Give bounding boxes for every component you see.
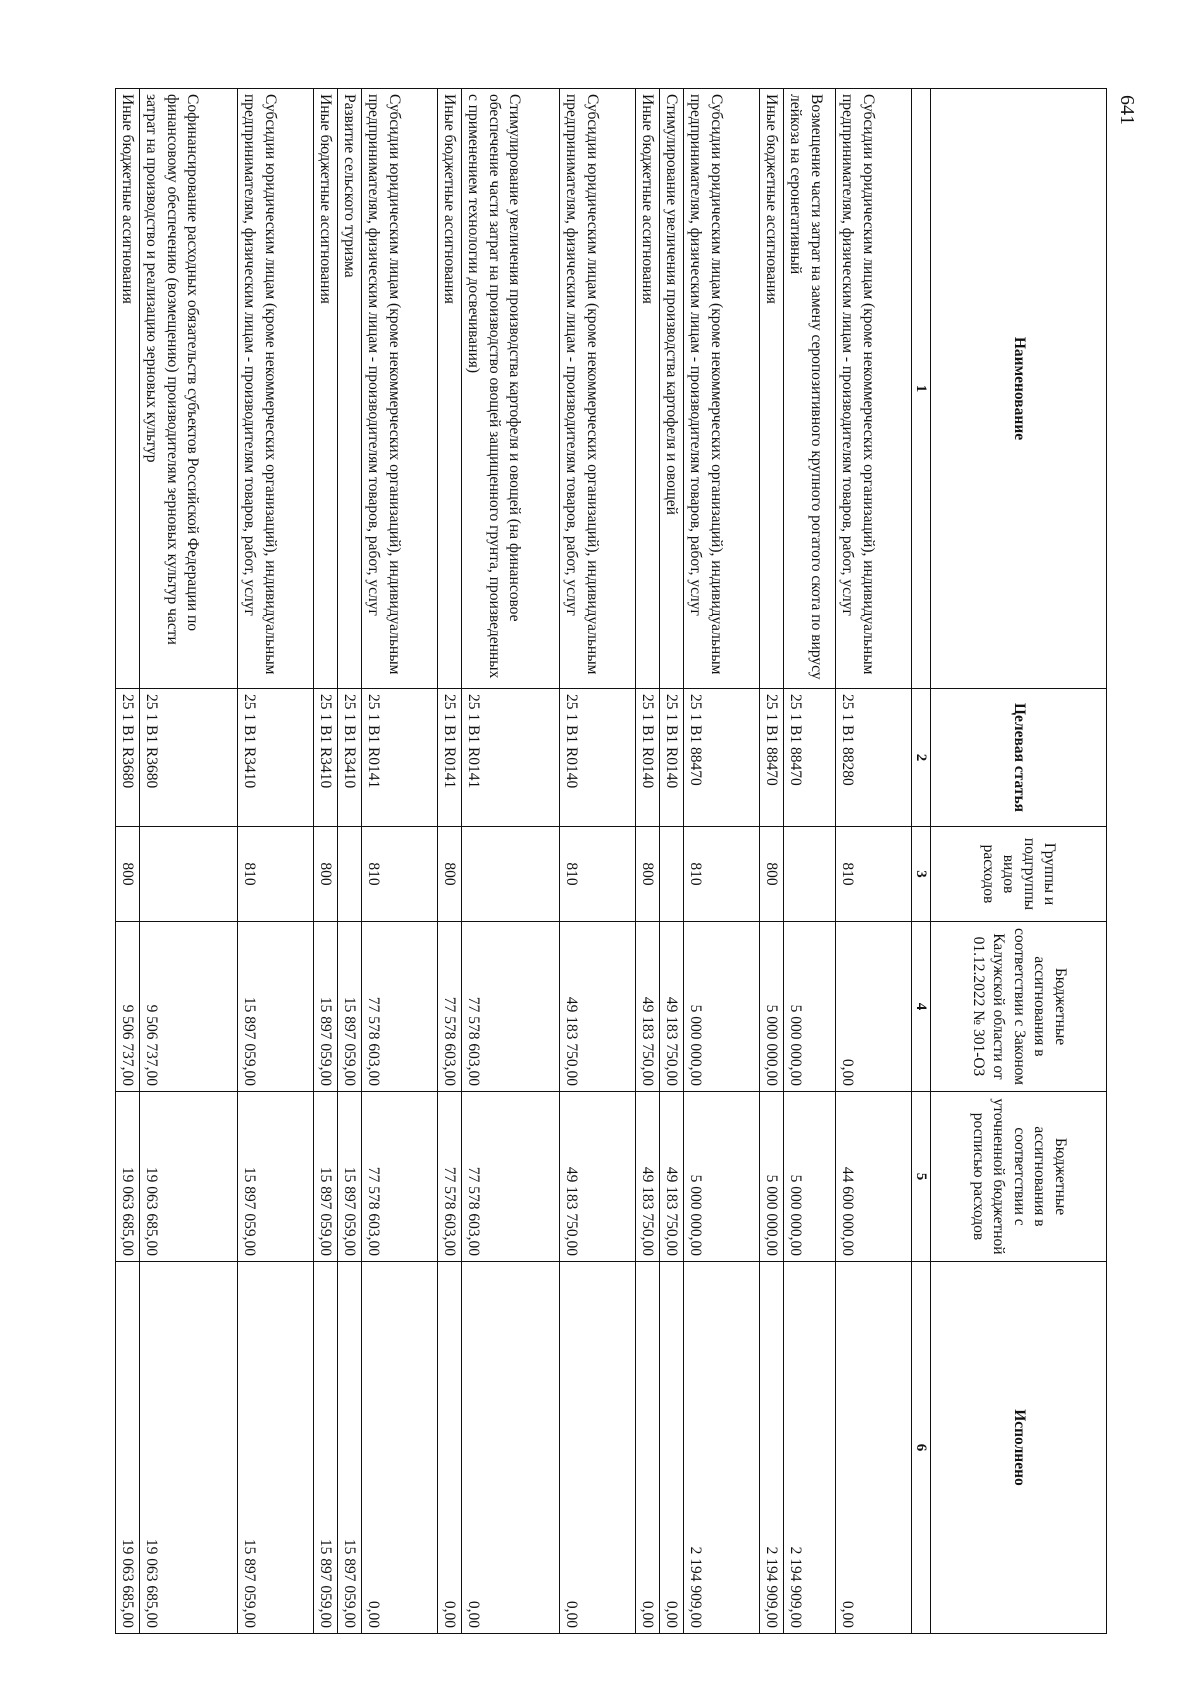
table-row xyxy=(116,89,140,1634)
row-executed-amount: 0,00 xyxy=(438,1262,462,1634)
rotated-table-wrapper xyxy=(117,88,1107,1633)
row-law-amount: 5 000 000,00 xyxy=(784,922,836,1092)
row-law-amount: 5 000 000,00 xyxy=(760,922,784,1092)
row-plan-amount: 49 183 750,00 xyxy=(660,1092,684,1262)
row-name: Иные бюджетные ассигнования xyxy=(438,89,462,689)
row-plan-amount: 19 063 685,00 xyxy=(140,1092,238,1262)
header-name: Наименование xyxy=(931,89,1107,689)
row-plan-amount: 49 183 750,00 xyxy=(560,1092,636,1262)
row-name: Софинансирование расходных обязательств субъектов Российской Федерации по финансовому обеспечению (возмещению) производителям зерновых культур части затрат на производство и реализацию зерновых культур xyxy=(140,89,238,689)
table-row xyxy=(140,89,238,1634)
row-target-article: 25 1 B1 88470 xyxy=(684,689,760,827)
table-row xyxy=(836,89,912,1634)
row-target-article: 25 1 B1 R0140 xyxy=(560,689,636,827)
row-name: Стимулирование увеличения производства картофеля и овощей (на финансовое обеспечение части затрат на производство овощей защищенного грунта, произведенных с применением технологии досвечивания) xyxy=(462,89,560,689)
table-row xyxy=(760,89,784,1634)
row-executed-amount: 2 194 909,00 xyxy=(684,1262,760,1634)
column-number-row xyxy=(912,89,931,1634)
table-row xyxy=(238,89,314,1634)
row-target-article: 25 1 B1 R3410 xyxy=(238,689,314,827)
table-row xyxy=(660,89,684,1634)
table-row xyxy=(462,89,560,1634)
row-executed-amount: 19 063 685,00 xyxy=(140,1262,238,1634)
row-plan-amount: 15 897 059,00 xyxy=(238,1092,314,1262)
page-number: 641 xyxy=(1116,95,1138,125)
header-executed: Исполнено xyxy=(931,1262,1107,1634)
row-law-amount: 49 183 750,00 xyxy=(560,922,636,1092)
column-number: 6 xyxy=(912,1262,931,1634)
row-name: Субсидии юридическим лицам (кроме некоммерческих организаций), индивидуальным предпринимателям, физическим лицам - производителям товаров, работ, услуг xyxy=(238,89,314,689)
row-name: Стимулирование увеличения производства картофеля и овощей xyxy=(660,89,684,689)
row-name: Развитие сельского туризма xyxy=(338,89,362,689)
row-expense-group: 800 xyxy=(314,827,338,922)
table-row xyxy=(636,89,660,1634)
row-law-amount: 15 897 059,00 xyxy=(238,922,314,1092)
row-expense-group: 810 xyxy=(238,827,314,922)
row-plan-amount: 77 578 603,00 xyxy=(462,1092,560,1262)
row-expense-group xyxy=(462,827,560,922)
row-law-amount: 15 897 059,00 xyxy=(314,922,338,1092)
row-expense-group xyxy=(660,827,684,922)
row-target-article: 25 1 B1 R0140 xyxy=(636,689,660,827)
row-law-amount: 5 000 000,00 xyxy=(684,922,760,1092)
row-law-amount: 9 506 737,00 xyxy=(140,922,238,1092)
row-name: Иные бюджетные ассигнования xyxy=(760,89,784,689)
row-executed-amount: 0,00 xyxy=(462,1262,560,1634)
row-name: Субсидии юридическим лицам (кроме некоммерческих организаций), индивидуальным предпринимателям, физическим лицам - производителям товаров, работ, услуг xyxy=(684,89,760,689)
row-law-amount: 77 578 603,00 xyxy=(362,922,438,1092)
row-law-amount: 77 578 603,00 xyxy=(438,922,462,1092)
column-number: 2 xyxy=(912,689,931,827)
row-name: Субсидии юридическим лицам (кроме некоммерческих организаций), индивидуальным предпринимателям, физическим лицам - производителям товаров, работ, услуг xyxy=(362,89,438,689)
row-plan-amount: 15 897 059,00 xyxy=(338,1092,362,1262)
table-row xyxy=(560,89,636,1634)
row-expense-group: 800 xyxy=(438,827,462,922)
row-target-article: 25 1 B1 88280 xyxy=(836,689,912,827)
row-target-article: 25 1 B1 R0141 xyxy=(462,689,560,827)
row-expense-group: 800 xyxy=(636,827,660,922)
column-number: 5 xyxy=(912,1092,931,1262)
row-law-amount: 9 506 737,00 xyxy=(116,922,140,1092)
column-number: 3 xyxy=(912,827,931,922)
column-number: 1 xyxy=(912,89,931,689)
row-executed-amount: 19 063 685,00 xyxy=(116,1262,140,1634)
row-plan-amount: 49 183 750,00 xyxy=(636,1092,660,1262)
row-target-article: 25 1 B1 R0141 xyxy=(438,689,462,827)
row-law-amount: 15 897 059,00 xyxy=(338,922,362,1092)
row-executed-amount: 2 194 909,00 xyxy=(784,1262,836,1634)
row-plan-amount: 77 578 603,00 xyxy=(362,1092,438,1262)
row-law-amount: 49 183 750,00 xyxy=(636,922,660,1092)
header-row xyxy=(931,89,1107,1634)
row-target-article: 25 1 B1 R0140 xyxy=(660,689,684,827)
header-law-allocations: Бюджетные ассигнования в соответствии с Законом Калужской области от 01.12.2022 № 301-ОЗ xyxy=(931,922,1107,1092)
row-target-article: 25 1 B1 R3680 xyxy=(116,689,140,827)
row-expense-group: 800 xyxy=(116,827,140,922)
row-plan-amount: 77 578 603,00 xyxy=(438,1092,462,1262)
row-executed-amount: 0,00 xyxy=(362,1262,438,1634)
budget-table xyxy=(115,88,1107,1634)
row-expense-group: 810 xyxy=(362,827,438,922)
row-plan-amount: 15 897 059,00 xyxy=(314,1092,338,1262)
row-law-amount: 0,00 xyxy=(836,922,912,1092)
row-executed-amount: 0,00 xyxy=(660,1262,684,1634)
row-expense-group: 800 xyxy=(760,827,784,922)
row-executed-amount: 15 897 059,00 xyxy=(238,1262,314,1634)
header-refined-allocations: Бюджетные ассигнования в соответствии с уточненной бюджетной росписью расходов xyxy=(931,1092,1107,1262)
header-target-article: Целевая статья xyxy=(931,689,1107,827)
row-target-article: 25 1 B1 88470 xyxy=(760,689,784,827)
column-number: 4 xyxy=(912,922,931,1092)
row-executed-amount: 0,00 xyxy=(836,1262,912,1634)
row-expense-group: 810 xyxy=(836,827,912,922)
row-name: Возмещение части затрат на замену серопозитивного крупного рогатого скота по вирусу лейкоза на серонегативный xyxy=(784,89,836,689)
row-law-amount: 49 183 750,00 xyxy=(660,922,684,1092)
row-expense-group xyxy=(338,827,362,922)
table-body xyxy=(116,89,912,1634)
row-name: Субсидии юридическим лицам (кроме некоммерческих организаций), индивидуальным предпринимателям, физическим лицам - производителям товаров, работ, услуг xyxy=(560,89,636,689)
row-executed-amount: 0,00 xyxy=(560,1262,636,1634)
header-expense-groups: Группы и подгруппы видов расходов xyxy=(931,827,1107,922)
table-row xyxy=(338,89,362,1634)
row-target-article: 25 1 B1 R3410 xyxy=(314,689,338,827)
table-row xyxy=(362,89,438,1634)
row-name: Иные бюджетные ассигнования xyxy=(116,89,140,689)
row-plan-amount: 44 600 000,00 xyxy=(836,1092,912,1262)
row-name: Субсидии юридическим лицам (кроме некоммерческих организаций), индивидуальным предпринимателям, физическим лицам - производителям товаров, работ, услуг xyxy=(836,89,912,689)
table-row xyxy=(784,89,836,1634)
row-name: Иные бюджетные ассигнования xyxy=(636,89,660,689)
row-plan-amount: 5 000 000,00 xyxy=(760,1092,784,1262)
row-plan-amount: 19 063 685,00 xyxy=(116,1092,140,1262)
row-target-article: 25 1 B1 R0141 xyxy=(362,689,438,827)
row-name: Иные бюджетные ассигнования xyxy=(314,89,338,689)
row-target-article: 25 1 B1 88470 xyxy=(784,689,836,827)
row-executed-amount: 15 897 059,00 xyxy=(338,1262,362,1634)
row-expense-group xyxy=(784,827,836,922)
row-executed-amount: 15 897 059,00 xyxy=(314,1262,338,1634)
row-target-article: 25 1 B1 R3680 xyxy=(140,689,238,827)
row-target-article: 25 1 B1 R3410 xyxy=(338,689,362,827)
table-row xyxy=(684,89,760,1634)
row-expense-group xyxy=(140,827,238,922)
row-expense-group: 810 xyxy=(560,827,636,922)
row-executed-amount: 0,00 xyxy=(636,1262,660,1634)
table-row xyxy=(314,89,338,1634)
row-plan-amount: 5 000 000,00 xyxy=(684,1092,760,1262)
row-law-amount: 77 578 603,00 xyxy=(462,922,560,1092)
row-executed-amount: 2 194 909,00 xyxy=(760,1262,784,1634)
row-expense-group: 810 xyxy=(684,827,760,922)
table-row xyxy=(438,89,462,1634)
row-plan-amount: 5 000 000,00 xyxy=(784,1092,836,1262)
